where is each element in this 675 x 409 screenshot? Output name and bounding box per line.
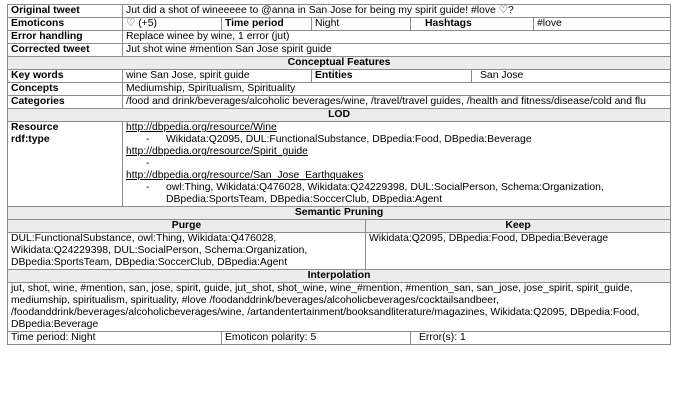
keywords-value: wine San Jose, spirit guide — [123, 70, 312, 83]
conceptual-features-title: Conceptual Features — [8, 57, 671, 70]
rdftype-values-wine: Wikidata:Q2095, DUL:FunctionalSubstance, DBpedia:Food, DBpedia:Beverage — [166, 134, 532, 145]
time-period-value: Night — [312, 18, 411, 31]
lod-labels — [8, 122, 123, 207]
categories-row — [8, 96, 671, 109]
pruning-values-row — [8, 233, 671, 270]
semantic-pruning-title: Semantic Pruning — [8, 207, 671, 220]
purge-label: Purge — [8, 220, 366, 233]
emoticons-label: Emoticons — [8, 18, 123, 31]
semantic-pruning-header — [8, 207, 671, 220]
interpolation-row — [8, 283, 671, 332]
rdftype-label: rdf:type — [11, 134, 50, 145]
rdftype-list-san-jose: - owl:Thing, Wikidata:Q476028, Wikidata:Q24229398, DUL:SocialPerson, Schema:Organization, DBpedia:SportsTeam, DBpedia:SoccerClub, DBpedia:Agent — [146, 182, 604, 205]
emoticons-value: ♡ (+5) — [123, 18, 222, 31]
summary-footer-row — [8, 332, 671, 345]
rdftype-values-san-jose: owl:Thing, Wikidata:Q476028, Wikidata:Q24229398, DUL:SocialPerson, Schema:Organization, DBpedia:SportsTeam, DBpedia:SoccerClub, DBpedia:Agent — [166, 182, 604, 205]
lod-header — [8, 109, 671, 122]
interpolation-value: jut, shot, wine, #mention, san, jose, spirit, guide, jut_shot, shot_wine, wine_#mention, #mention_san, san_jose, jose_spirit, spirit_guide, mediumship, spiritualism, spirituality, #love /foodanddrink/beverages/alcoholicbeverages/cocktailsandbeer, /foodanddrink/beverages/alcoholicbeverages/wine, /artandentertainment/booksandliterature/magazines, Wikidata:Q2095, DBpedia:Food, DBpedia:Beverage — [8, 283, 671, 332]
tweet-analysis-table — [7, 4, 671, 345]
hashtags-label: Hashtags — [411, 18, 534, 31]
footer-time-period: Time period: Night — [8, 332, 222, 345]
keep-value: Wikidata:Q2095, DBpedia:Food, DBpedia:Beverage — [366, 233, 671, 270]
rdftype-list-spirit-guide: - — [146, 158, 150, 169]
concepts-label: Concepts — [8, 83, 123, 96]
lod-resources — [123, 122, 671, 207]
concepts-row — [8, 83, 671, 96]
categories-label: Categories — [8, 96, 123, 109]
error-handling-value: Replace winee by wine, 1 error (jut) — [123, 31, 671, 44]
resource-link-spirit-guide[interactable]: http://dbpedia.org/resource/Spirit_guide — [126, 146, 308, 157]
lod-resources-row — [8, 122, 671, 207]
footer-errors: Error(s): 1 — [411, 332, 671, 345]
interpolation-title: Interpolation — [8, 270, 671, 283]
error-handling-label: Error handling — [8, 31, 123, 44]
time-period-label: Time period — [222, 18, 312, 31]
corrected-tweet-value: Jut shot wine #mention San Jose spirit guide — [123, 44, 671, 57]
interpolation-header — [8, 270, 671, 283]
resource-link-san-jose[interactable]: http://dbpedia.org/resource/San_Jose_Earthquakes — [126, 170, 364, 181]
rdftype-list-wine: - Wikidata:Q2095, DUL:FunctionalSubstance, DBpedia:Food, DBpedia:Beverage — [146, 134, 532, 145]
error-handling-row — [8, 31, 671, 44]
concepts-value: Mediumship, Spiritualism, Spirituality — [123, 83, 671, 96]
entities-label: Entities — [312, 70, 472, 83]
entities-value: San Jose — [472, 70, 671, 83]
original-tweet-value: Jut did a shot of wineeeee to @anna in San Jose for being my spirit guide! #love ♡? — [123, 5, 671, 18]
original-tweet-label: Original tweet — [8, 5, 123, 18]
corrected-tweet-label: Corrected tweet — [8, 44, 123, 57]
footer-emoticon-polarity: Emoticon polarity: 5 — [222, 332, 411, 345]
resource-label: Resource — [11, 122, 59, 133]
corrected-tweet-row — [8, 44, 671, 57]
purge-value: DUL:FunctionalSubstance, owl:Thing, Wikidata:Q476028, Wikidata:Q24229398, DUL:SocialPerson, Schema:Organization, DBpedia:SportsTeam, DBpedia:SoccerClub, DBpedia:Agent — [8, 233, 366, 270]
lod-title: LOD — [8, 109, 671, 122]
keywords-label: Key words — [8, 70, 123, 83]
hashtags-value: #love — [534, 18, 671, 31]
conceptual-features-header — [8, 57, 671, 70]
emoticons-row — [8, 18, 671, 31]
resource-link-wine[interactable]: http://dbpedia.org/resource/Wine — [126, 122, 277, 133]
original-tweet-row — [8, 5, 671, 18]
keywords-row — [8, 70, 671, 83]
categories-value: /food and drink/beverages/alcoholic beverages/wine, /travel/travel guides, /health and fitness/disease/cold and flu — [123, 96, 671, 109]
keep-label: Keep — [366, 220, 671, 233]
pruning-subheader-row — [8, 220, 671, 233]
